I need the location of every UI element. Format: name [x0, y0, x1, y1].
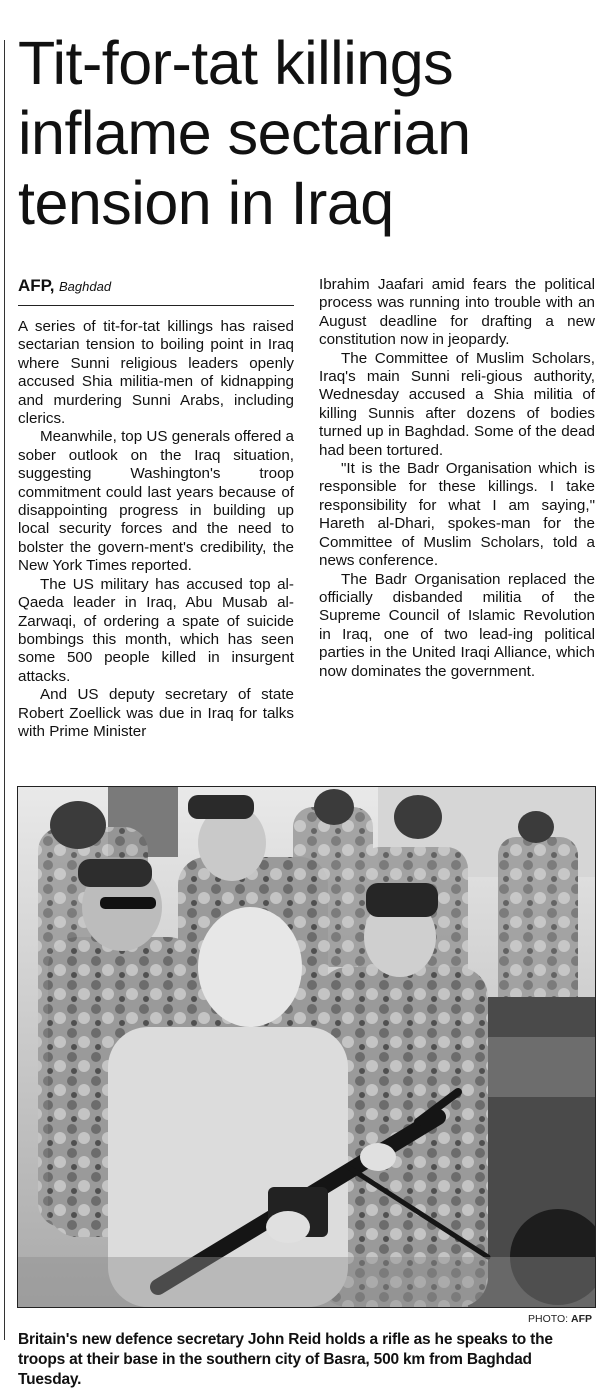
paragraph: Meanwhile, top US generals offered a sober outlook on the Iraq situation, suggesting Washington's troop commitment could last years because of disappointing progress in building up local security forces and the need to bolster the govern-ment's credibility, the New York Times reported.	[18, 428, 294, 575]
article-column-2	[319, 276, 595, 681]
byline	[18, 276, 294, 296]
photo-credit	[528, 1313, 592, 1325]
paragraph: Ibrahim Jaafari amid fears the political process was running into trouble with an August deadline for drafting a new constitution now in jeopardy.	[319, 276, 595, 349]
article-column-1	[18, 318, 294, 741]
paragraph: A series of tit-for-tat killings has raised sectarian tension to boiling point in Iraq where Sunni religious leaders openly accused Shia militia-men of kidnapping and murdering Sunni Arabs, including clerics.	[18, 318, 294, 428]
byline-dateline: Baghdad	[59, 279, 112, 294]
byline-agency: AFP,	[18, 276, 55, 295]
paragraph: The US military has accused top al-Qaeda leader in Iraq, Abu Musab al-Zarwaqi, of ordering a spate of suicide bombings this month, which has seen some 500 people killed in insurgent attacks.	[18, 575, 294, 685]
paragraph: The Badr Organisation replaced the officially disbanded militia of the Supreme Council of Islamic Revolution in Iraq, one of two lead-ing political parties in the United Iraqi Alliance, which now dominates the government.	[319, 570, 595, 680]
paragraph: The Committee of Muslim Scholars, Iraq's main Sunni reli-gious authority, Wednesday accused a Shia militia of killing Sunnis after dozens of bodies turned up in Baghdad. Some of the dead had been tortured.	[319, 349, 595, 459]
photo-caption: Britain's new defence secretary John Reid holds a rifle as he speaks to the troops at their base in the southern city of Basra, 500 km from Baghdad Tuesday.	[18, 1331, 553, 1388]
paragraph: "It is the Badr Organisation which is responsible for these killings. I take responsibility for what I am saying," Hareth al-Dhari, spokes-man for the Committee of Muslim Scholars, told a news conference.	[319, 460, 595, 570]
headline: Tit-for-tat killings inflame sectarian tension in Iraq	[18, 29, 471, 237]
photo-illustration	[18, 787, 595, 1307]
news-photo	[17, 786, 596, 1308]
photo-credit-source: AFP	[571, 1313, 592, 1325]
photo-credit-label: PHOTO:	[528, 1313, 569, 1325]
byline-divider	[18, 305, 294, 306]
column-rule	[4, 40, 5, 1340]
paragraph: And US deputy secretary of state Robert Zoellick was due in Iraq for talks with Prime Minister	[18, 686, 294, 740]
